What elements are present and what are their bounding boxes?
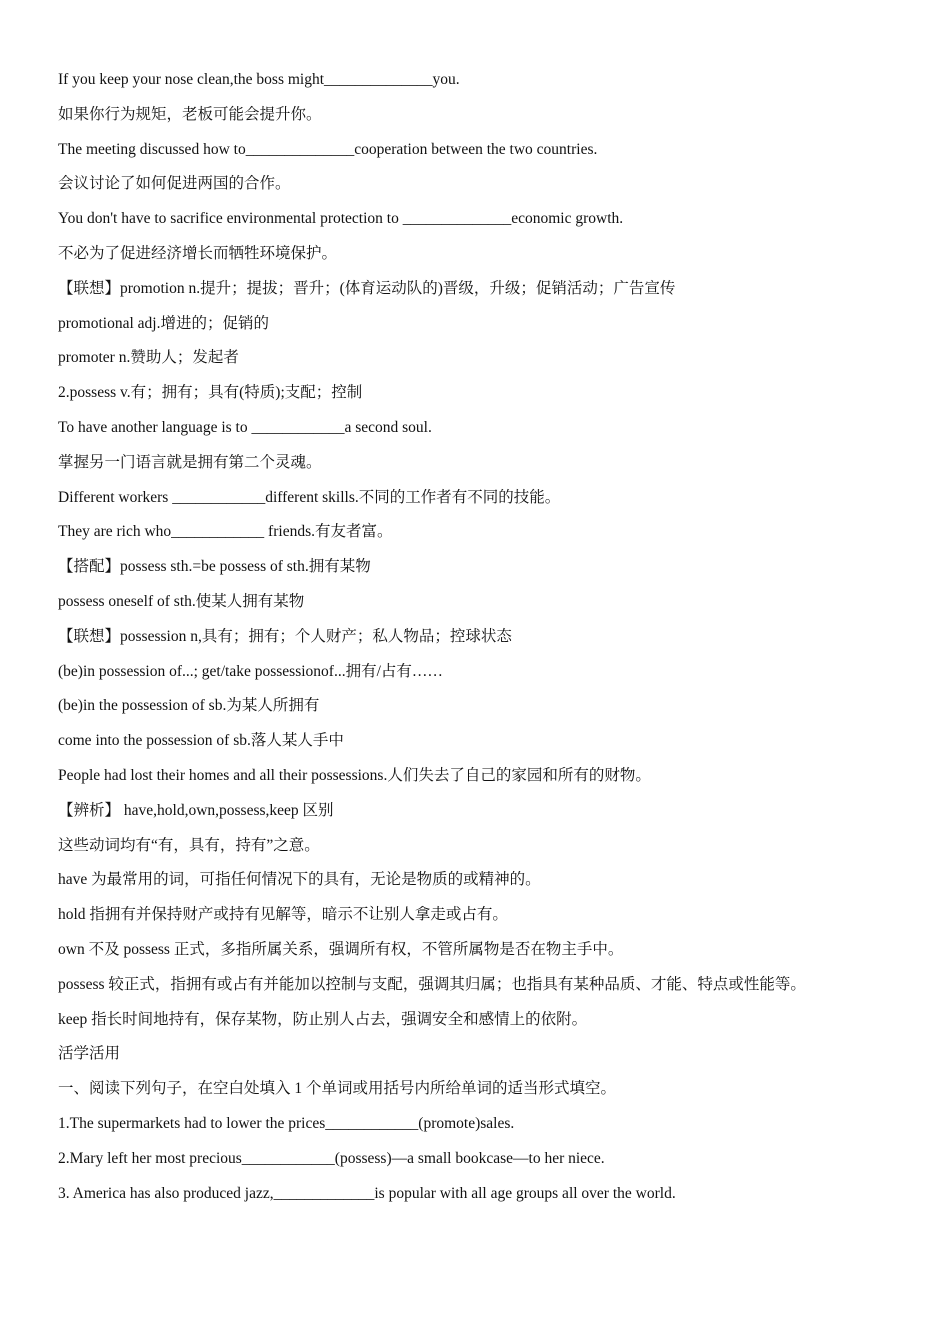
translation-promote-3: 不必为了促进经济增长而牺牲环境保护。 (58, 244, 338, 262)
association-possession: 【联想】possession n,具有；拥有；个人财产；私人物品；控球状态 (58, 627, 512, 645)
distinction-hold: hold 指拥有并保持财产或持有见解等，暗示不让别人拿走或占有。 (58, 906, 508, 924)
practice-section-title: 活学活用 (58, 1045, 121, 1063)
exercise-instructions: 一、阅读下列句子，在空白处填入 1 个单词或用括号内所给单词的适当形式填空。 (58, 1080, 617, 1098)
phrase-in-the-possession-of: (be)in the possession of sb.为某人所拥有 (58, 697, 320, 715)
example-sentence-possess-3: They are rich who____________ friends.有友者富。 (58, 523, 393, 541)
vocab-heading-possess: 2.possess v.有；拥有；具有(特质);支配；控制 (58, 384, 363, 402)
word-promoter: promoter n.赞助人；发起者 (58, 349, 239, 367)
example-sentence-possess-2: Different workers ____________different skills.不同的工作者有不同的技能。 (58, 488, 561, 506)
translation-possess-1: 掌握另一门语言就是拥有第二个灵魂。 (58, 453, 322, 471)
example-sentence-promote-1: If you keep your nose clean,the boss might______________you. (58, 71, 460, 88)
word-promotional: promotional adj.增进的；促销的 (58, 314, 269, 332)
example-sentence-possessions: People had lost their homes and all their possessions.人们失去了自己的家园和所有的财物。 (58, 766, 651, 784)
phrase-in-possession-of: (be)in possession of...; get/take possessionof...拥有/占有…… (58, 662, 443, 680)
exercise-item-3: 3. America has also produced jazz,_____________is popular with all age groups all over the world. (58, 1184, 676, 1202)
translation-promote-2: 会议讨论了如何促进两国的合作。 (58, 175, 291, 193)
phrase-come-into-possession: come into the possession of sb.落人某人手中 (58, 732, 344, 750)
document-page (58, 63, 928, 1211)
collocation-possess-1: 【搭配】possess sth.=be possess of sth.拥有某物 (58, 558, 371, 576)
collocation-possess-2: possess oneself of sth.使某人拥有某物 (58, 592, 305, 610)
distinction-keep: keep 指长时间地持有，保存某物，防止别人占去，强调安全和感情上的依附。 (58, 1010, 588, 1028)
example-sentence-promote-2: The meeting discussed how to______________cooperation between the two countries. (58, 140, 598, 158)
association-promotion: 【联想】promotion n.提升；提拔；晋升；(体育运动队的)晋级，升级；促销活动；广告宣传 (58, 279, 676, 297)
distinction-own: own 不及 possess 正式，多指所属关系，强调所有权，不管所属物是否在物主手中。 (58, 940, 624, 958)
exercise-item-2: 2.Mary left her most precious____________(possess)—a small bookcase—to her niece. (58, 1149, 605, 1167)
translation-promote-1: 如果你行为规矩，老板可能会提升你。 (58, 105, 322, 123)
example-sentence-possess-1: To have another language is to ____________a second soul. (58, 418, 432, 436)
example-sentence-promote-3: You don't have to sacrifice environmental protection to ______________economic growth. (58, 210, 624, 228)
distinction-heading: 【辨析】 have,hold,own,possess,keep 区别 (58, 801, 334, 819)
distinction-possess: possess 较正式，指拥有或占有并能加以控制与支配，强调其归属；也指具有某种品质、才能、特点或性能等。 (58, 975, 806, 993)
exercise-item-1: 1.The supermarkets had to lower the prices____________(promote)sales. (58, 1114, 515, 1132)
distinction-intro: 这些动词均有“有，具有，持有”之意。 (58, 836, 320, 854)
distinction-have: have 为最常用的词，可指任何情况下的具有，无论是物质的或精神的。 (58, 871, 541, 889)
